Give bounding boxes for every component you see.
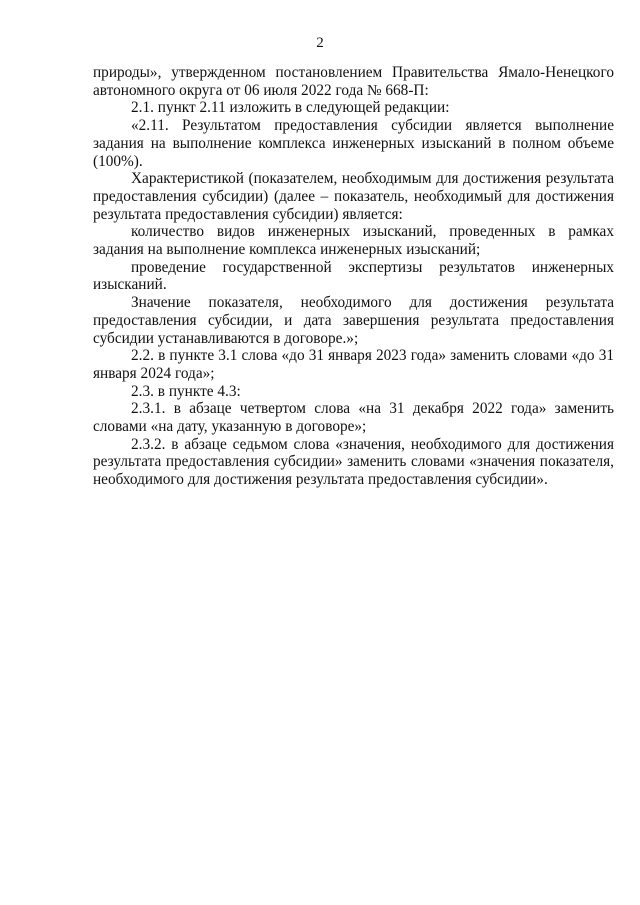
paragraph-item-2-1: 2.1. пункт 2.11 изложить в следующей редакции:: [131, 99, 450, 117]
paragraph-indicator-value: Значение показателя, необходимого для достижения результата предоставления субсидии, и дата завершения результата предоставления субсидии устанавливаются в договоре.»;: [93, 294, 614, 347]
paragraph-survey-count: количество видов инженерных изысканий, проведенных в рамках задания на выполнение комплекса инженерных изысканий;: [93, 223, 614, 259]
paragraph-item-2-2: 2.2. в пункте 3.1 слова «до 31 января 2023 года» заменить словами «до 31 января 2024 года»;: [93, 347, 614, 382]
paragraph-item-2-3-2: 2.3.2. в абзаце седьмом слова «значения, необходимого для достижения результата предоставления субсидии» заменить словами «значения показателя, необходимого для достижения результата предоставления субсидии».: [93, 435, 614, 489]
paragraph-item-2-3: 2.3. в пункте 4.3:: [131, 382, 241, 400]
document-body: [93, 64, 614, 489]
paragraph-item-2-3-1: 2.3.1. в абзаце четвертом слова «на 31 декабря 2022 года» заменить словами «на дату, указанную в договоре»;: [93, 400, 614, 436]
paragraph-clause-2-11: «2.11. Результатом предоставления субсидии является выполнение задания на выполнение комплекса инженерных изысканий в полном объеме (100%).: [93, 117, 614, 170]
paragraph-characteristic: Характеристикой (показателем, необходимым для достижения результата предоставления субсидии) (далее – показатель, необходимый для достижения результата предоставления субсидии) является:: [93, 170, 614, 223]
paragraph-continuation: природы», утвержденном постановлением Правительства Ямало-Ненецкого автономного округа от 06 июля 2022 года № 668-П:: [93, 64, 614, 99]
paragraph-state-expertise: проведение государственной экспертизы результатов инженерных изысканий.: [93, 258, 614, 294]
page-number: 2: [316, 35, 324, 51]
